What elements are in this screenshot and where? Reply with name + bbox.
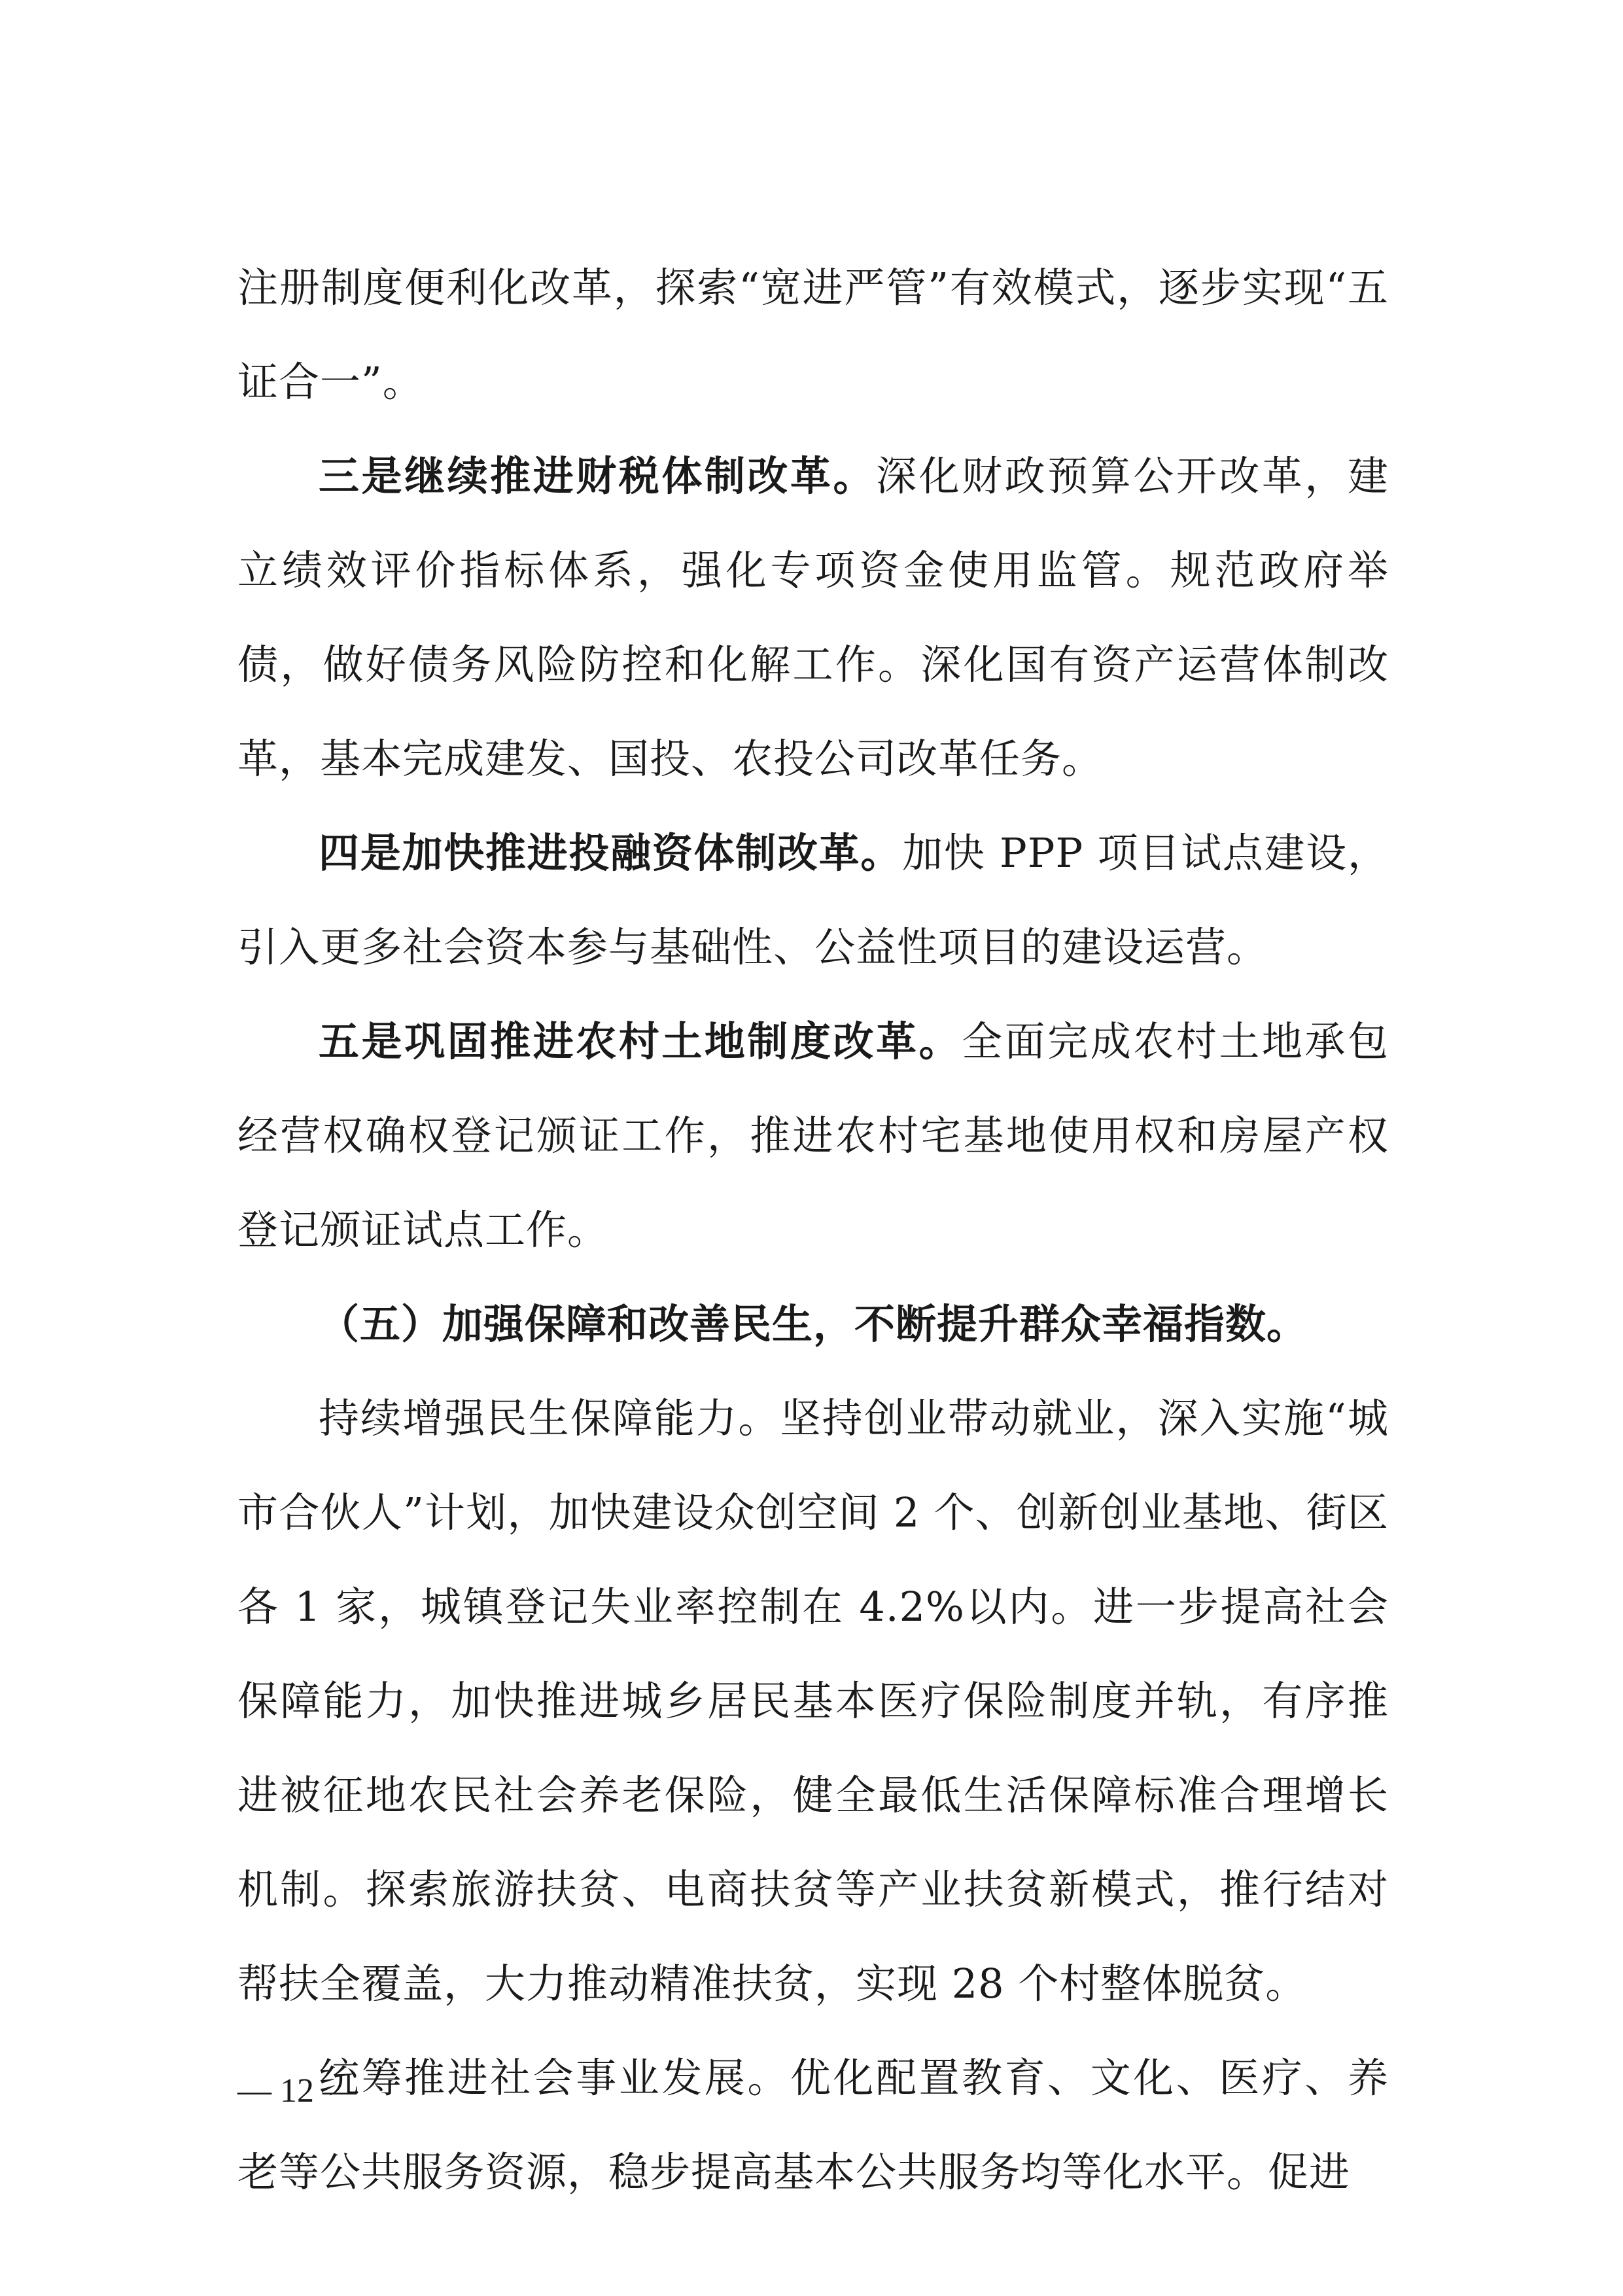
paragraph-text: 深化财政预算公开改革，建立绩效评价指标体系，强化专项资金使用监管。规范政府举债，做好债务风险防控和化解工作。深化国有资产运营体制改革，基本完成建发、国投、农投公司改革任务。 [237, 452, 1389, 783]
paragraph-land-reform [237, 995, 1389, 1277]
paragraph-text: 注册制度便利化改革，探索“宽进严管”有效模式，逐步实现“五证合一”。 [237, 264, 1389, 406]
paragraph-lead: 四是加快推进投融资体制改革。 [319, 829, 903, 877]
page-number: — 12 — [237, 2072, 357, 2110]
paragraph-lead: 五是巩固推进农村土地制度改革。 [319, 1017, 962, 1065]
section-heading: （五）加强保障和改善民生，不断提升群众幸福指数。 [319, 1300, 1308, 1348]
paragraph-text: 加快 PPP 项目试点建设，引入更多社会资本参与基础性、公益性项目的建设运营。 [237, 829, 1389, 971]
paragraph-text: 持续增强民生保障能力。坚持创业带动就业，深入实施“城市合伙人”计划，加快建设众创空间 2 个、创新创业基地、街区各 1 家，城镇登记失业率控制在 4.2%以内。进一步提高社会保障能力，加快推进城乡居民基本医疗保险制度并轨，有序推进被征地农民社会养老保险，健全最低生活保障标准合理增长机制。探索旅游扶贫、电商扶贫等产业扶贫新模式，推行结对帮扶全覆盖，大力推动精准扶贫，实现 28 个村整体脱贫。 [237, 1394, 1389, 2007]
paragraph-lead: 三是继续推进财税体制改革。 [319, 452, 877, 500]
paragraph-text: 统筹推进社会事业发展。优化配置教育、文化、医疗、养老等公共服务资源，稳步提高基本公共服务均等化水平。促进 [237, 2054, 1389, 2196]
paragraph-investment-reform [237, 806, 1389, 995]
paragraph-social-affairs [237, 2031, 1389, 2219]
body-text [237, 241, 1389, 2219]
paragraph-text: 全面完成农村土地承包经营权确权登记颁证工作，推进农村宅基地使用权和房屋产权登记颁证试点工作。 [237, 1017, 1389, 1254]
paragraph-continued [237, 241, 1389, 429]
paragraph-fiscal-reform [237, 429, 1389, 806]
paragraph-livelihood [237, 1371, 1389, 2031]
